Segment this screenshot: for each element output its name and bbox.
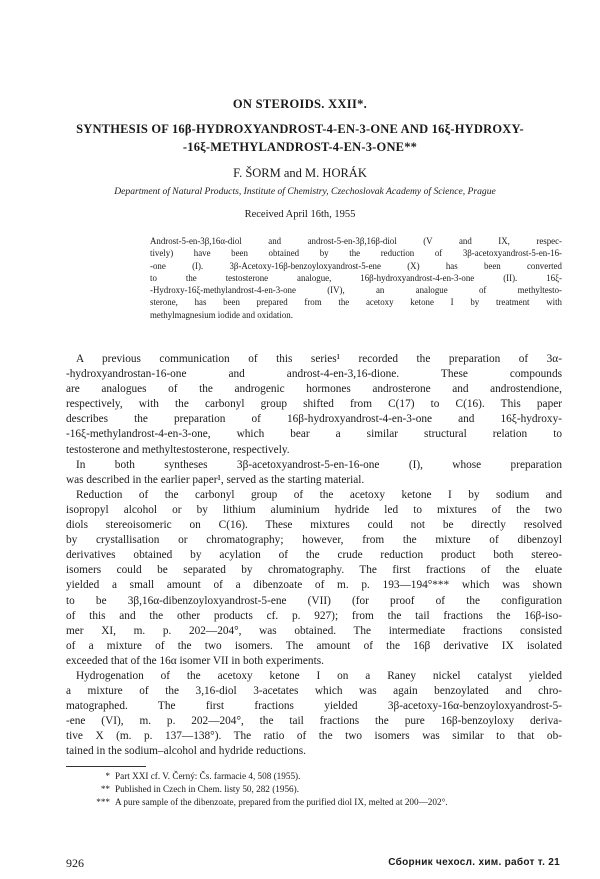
abstract-line: to the testosterone analogue, 16β-hydroxyandrost-4-en-3-one (II). 16ξ-: [150, 272, 562, 283]
body-line: isopropyl alcohol or by lithium aluminium hydride led to mixtures of the two: [66, 503, 562, 516]
abstract-line: sterone, has been prepared from the acetoxy ketone I by treatment with: [150, 297, 562, 308]
body-line: -hydroxyandrostan-16-one and androst-4-en-3,16-dione. These compounds: [66, 368, 562, 381]
abstract: [150, 235, 562, 321]
body-line: diols stereoisomeric on C(16). These mixtures could not be directly resolved: [66, 519, 562, 532]
body-line: are analogues of the androgenic hormones androsterone and androstendione,: [66, 383, 562, 396]
footnote-text: A pure sample of the dibenzoate, prepared from the purified diol IX, melted at 200—202°.: [115, 797, 448, 807]
body-line: In both syntheses 3β-acetoxyandrost-5-en-16-one (I), whose preparation: [76, 458, 562, 471]
body-line: A previous communication of this series¹ recorded the preparation of 3α-: [76, 353, 562, 365]
footnote: [66, 796, 562, 809]
body-line: of this and the other products cf. p. 927); from the tail fractions the 16β-iso-: [66, 609, 562, 622]
series-title: ON STEROIDS. XXII*.: [232, 97, 368, 111]
body-line: matographed. The first fractions yielded 3β-acetoxy-16α-benzoyloxyandrost-5-: [66, 700, 562, 713]
footnote-mark: **: [100, 784, 110, 794]
abstract-line: tively) have been obtained by the reduction of 3β-acetoxyandrost-5-en-16-: [150, 248, 562, 259]
page-number: 926: [66, 856, 84, 870]
body-line: derivatives obtained by acylation of the crude reduction product both stereo-: [66, 549, 562, 562]
abstract-line: -Hydroxy-16ξ-methylandrost-4-en-3-one (IV), an analogue of methyltesto-: [150, 285, 562, 296]
body-line: yielded a small amount of a dibenzoate of m. p. 193—194°*** which was shown: [66, 579, 562, 592]
body-line: mer XI, m. p. 202—204°, was obtained. The intermediate fractions consisted: [66, 624, 562, 637]
body-line: exceeded that of the 16α isomer VII in both experiments.: [66, 654, 324, 667]
body-line: was described in the earlier paper¹, served as the starting material.: [66, 473, 365, 486]
body-line: -16ξ-methylandrost-4-en-3-one, which bear a similar structural relation to: [66, 428, 562, 441]
journal-name: Сборник чехосл. хим. работ т. 21: [388, 857, 560, 868]
footnote-text: Part XXI cf. V. Černý: Čs. farmacie 4, 508 (1955).: [115, 771, 301, 781]
affiliation: Department of Natural Products, Institute of Chemistry, Czechoslovak Academy of Science, Prague: [114, 186, 496, 197]
footnotes: [66, 770, 562, 809]
body-line: Reduction of the carbonyl group of the acetoxy ketone I by sodium and: [76, 488, 562, 501]
received-date: Received April 16th, 1955: [244, 209, 356, 220]
body-line: Hydrogenation of the acetoxy ketone I on a Raney nickel catalyst yielded: [76, 669, 562, 682]
body-line: -ene (VI), m. p. 202—204°, the tail fractions the pure 16β-benzoyloxy deriva-: [66, 715, 562, 728]
body-line: of a mixture of the two isomers. The amount of the 16β derivative IX isolated: [66, 639, 562, 652]
footnote: [66, 770, 562, 783]
article-title-line-2: -16ξ-METHYLANDROST-4-EN-3-ONE**: [182, 140, 418, 154]
footnote-text: Published in Czech in Chem. listy 50, 282 (1956).: [115, 784, 299, 794]
body-line: tained in the sodium–alcohol and hydride reductions.: [66, 745, 307, 758]
abstract-line: Androst-5-en-3β,16α-diol and androst-5-en-3β,16β-diol (V and IX, respec-: [150, 236, 562, 246]
body-line: describes the preparation of 16β-hydroxyandrost-4-en-3-one and 16ξ-hydroxy-: [66, 413, 562, 426]
body-line: tive X (m. p. 137—138°). The ratio of the two isomers was similar to that ob-: [66, 730, 562, 743]
body-line: respectively, with the carbonyl group shifted from C(17) to C(16). This paper: [66, 398, 562, 411]
body-line: isomers could be separated by chromatography. The first fractions of the eluate: [66, 564, 562, 577]
footnote-mark: *: [105, 771, 110, 781]
authors: F. ŠORM and M. HORÁK: [233, 166, 367, 180]
body-text: [66, 352, 562, 760]
footnote-divider: [66, 766, 146, 767]
body-line: testosterone and methyltestosterone, respectively.: [66, 443, 290, 456]
article-title: [30, 120, 570, 156]
footnote: [66, 783, 562, 796]
body-line: by crystallisation or chromatography; however, from the mixture of dibenzoyl: [66, 534, 562, 547]
abstract-line: -one (I). 3β-Acetoxy-16β-benzoyloxyandrost-5-ene (X) has been converted: [150, 260, 562, 271]
body-line: a mixture of the 3,16-diol 3-acetates which was again benzoylated and chro-: [66, 685, 562, 698]
abstract-line: methylmagnesium iodide and oxidation.: [150, 309, 293, 320]
article-title-line-1: SYNTHESIS OF 16β-HYDROXYANDROST-4-EN-3-ONE AND 16ξ-HYDROXY-: [76, 122, 524, 136]
body-line: to be 3β,16α-dibenzoyloxyandrost-5-ene (VII) (for proof of the configuration: [66, 594, 562, 607]
footnote-mark: ***: [96, 797, 110, 807]
